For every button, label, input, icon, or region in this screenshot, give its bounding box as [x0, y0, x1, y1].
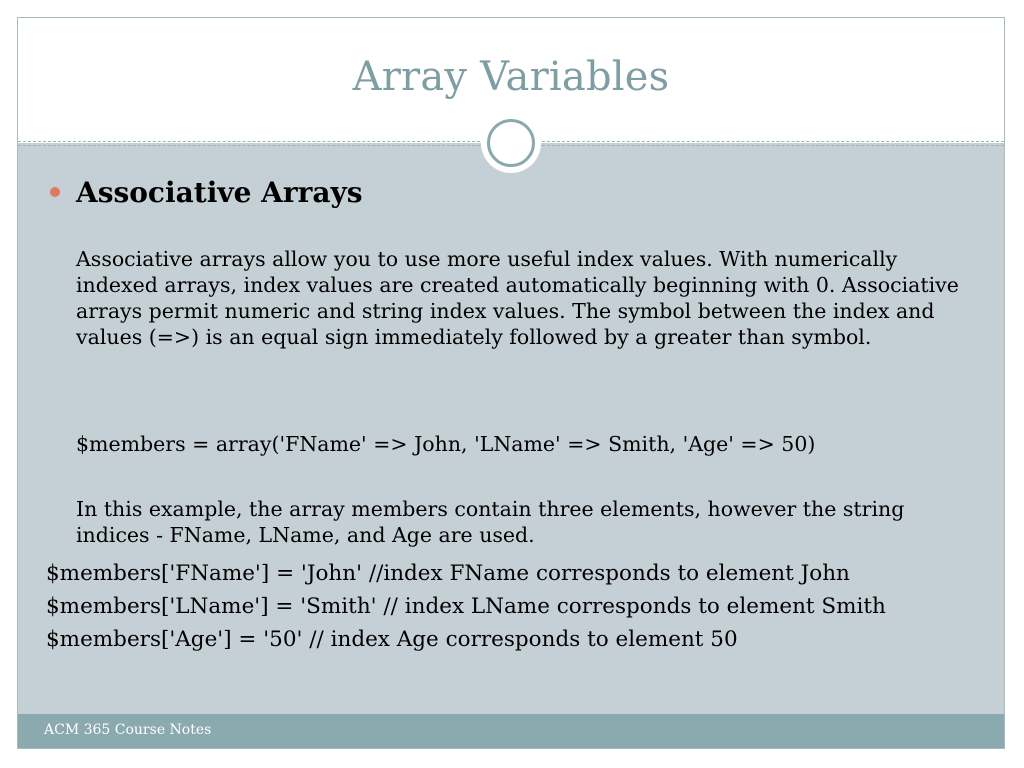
bullet-dot-icon — [50, 187, 60, 197]
bullet-heading: Associative Arrays — [76, 176, 363, 209]
circle-ornament-icon — [481, 113, 541, 173]
footer-bar — [18, 714, 1004, 748]
slide-title: Array Variables — [352, 54, 670, 100]
slide — [17, 17, 1005, 749]
footer-text: ACM 365 Course Notes — [44, 722, 212, 738]
bullet-item — [50, 176, 363, 209]
explanation-paragraph: In this example, the array members contain three elements, however the string indices - FName, LName, and Age are used. — [76, 497, 905, 547]
code-line-fname: $members['FName'] = 'John' //index FName corresponds to element John — [46, 561, 850, 586]
code-line-age: $members['Age'] = '50' // index Age corresponds to element 50 — [46, 627, 738, 652]
array-example-line: $members = array('FName' => John, 'LName' => Smith, 'Age' => 50) — [76, 432, 816, 456]
description-paragraph: Associative arrays allow you to use more useful index values. With numerically indexed arrays, index values are created automatically beginning with 0. Associative arrays permit numeric and string index values. The symbol between the index and values (=>) is an equal sign immediately followed by a greater than symbol. — [76, 247, 959, 349]
code-line-lname: $members['LName'] = 'Smith' // index LName corresponds to element Smith — [46, 594, 886, 619]
